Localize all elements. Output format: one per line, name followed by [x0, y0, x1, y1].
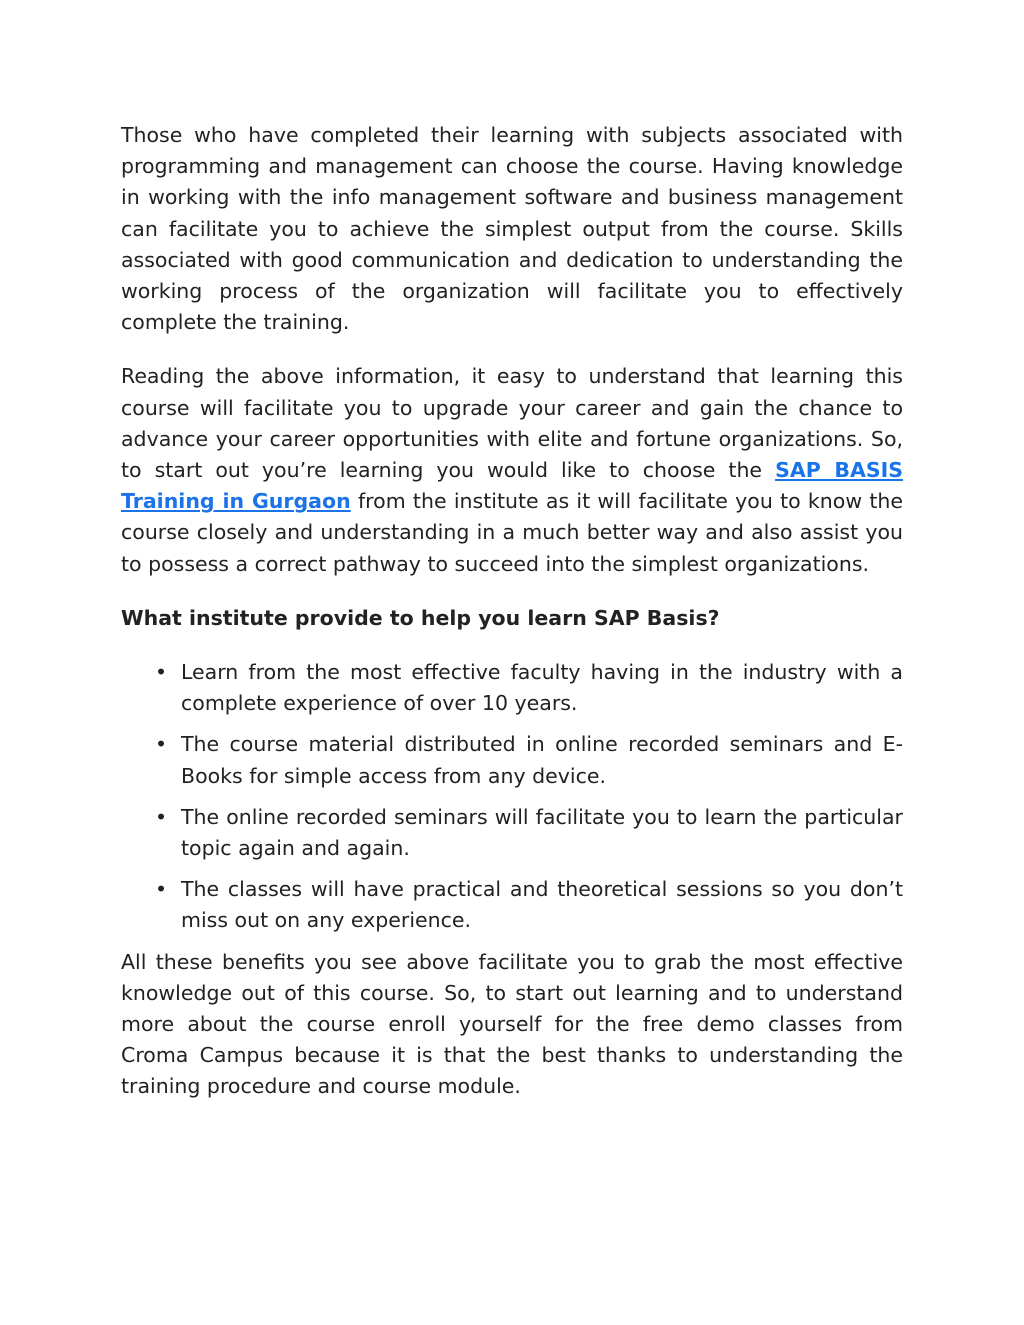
- paragraph-career-text-after: from the institute as it will facilitate you to know the course closely and understanding in a much better way and also assist you to possess a correct pathway to succeed into the simplest organizations.: [121, 489, 904, 576]
- list-item-text: The online recorded seminars will facilitate you to learn the particular topic again and again.: [181, 804, 903, 861]
- list-item-text: The classes will have practical and theoretical sessions so you don’t miss out on any experience.: [181, 877, 903, 933]
- paragraph-prerequisites: Those who have completed their learning with subjects associated with programming and management can choose the course. Having knowledge in working with the info management software and business management can facilitate you to achieve the simplest output from the course. Skills associated with good communication and dedication to understanding the working process of the organization will facilitate you to effectively complete the training.: [121, 123, 903, 335]
- list-item: [155, 657, 903, 719]
- benefits-list: [121, 657, 903, 937]
- bullet-icon: •: [155, 877, 168, 902]
- list-item: [155, 729, 903, 791]
- paragraph-conclusion: All these benefits you see above facilitate you to grab the most effective knowledge out of this course. So, to start out learning and to understand more about the course enroll yourself for the free demo classes from Croma Campus because it is that the best thanks to understanding the training procedure and course module.: [121, 949, 903, 1099]
- list-item: [155, 874, 903, 936]
- sap-basis-training-link[interactable]: SAP BASIS Training in Gurgaon: [121, 458, 903, 514]
- list-item: [155, 802, 903, 864]
- list-item-text: The course material distributed in online recorded seminars and E-Books for simple access from any device.: [181, 732, 903, 788]
- bullet-icon: •: [155, 804, 168, 829]
- paragraph-career-text-before: Reading the above information, it easy to understand that learning this course will facilitate you to upgrade your career and gain the chance to advance your career opportunities with elite and fortune organizations. So, to start out you’re learning you would like to choose the: [121, 364, 903, 483]
- section-heading: What institute provide to help you learn SAP Basis?: [121, 605, 720, 630]
- bullet-icon: •: [155, 732, 168, 757]
- list-item-text: Learn from the most effective faculty having in the industry with a complete experience of over 10 years.: [181, 660, 903, 716]
- bullet-icon: •: [155, 660, 168, 685]
- paragraph-career: [121, 361, 903, 579]
